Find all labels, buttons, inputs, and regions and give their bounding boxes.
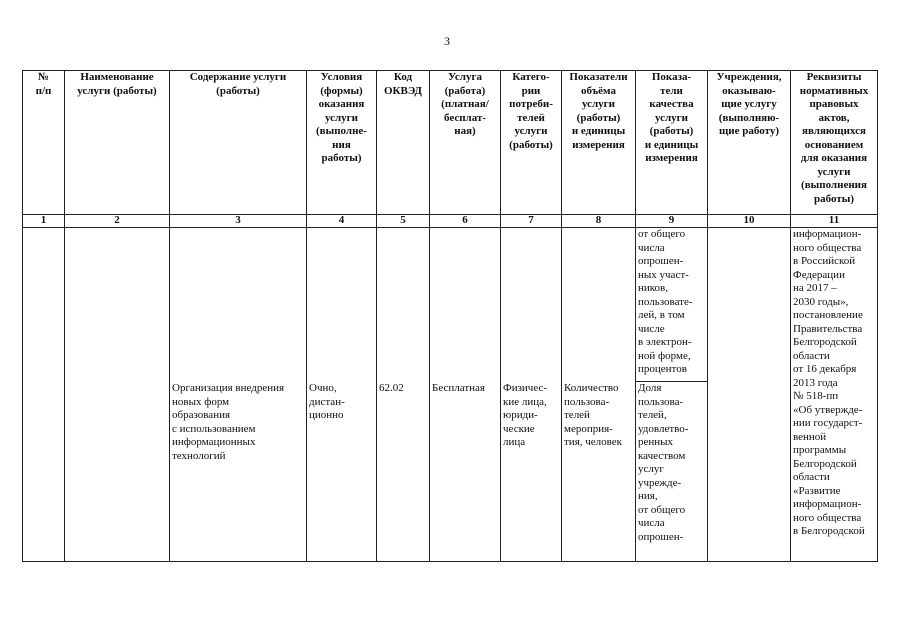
column-number: 3 [170, 215, 307, 228]
header-number: № п/п [23, 71, 65, 215]
header-institutions: Учреждения, оказываю- щие услугу (выполняю- щие работу) [708, 71, 791, 215]
cell-service-name [65, 228, 170, 562]
cell-service-content [170, 228, 307, 562]
consumer-categories-text: Физичес- кие лица, юриди- ческие лица [503, 382, 548, 448]
column-number-row [23, 215, 878, 228]
column-number: 5 [377, 215, 430, 228]
header-quality-indicators: Показа- тели качества услуги (работы) и единицы измерения [636, 71, 708, 215]
column-number: 4 [307, 215, 377, 228]
column-number: 11 [791, 215, 878, 228]
conditions-text: Очно, дистан- ционно [309, 382, 345, 421]
cell-quality-indicators [636, 228, 708, 562]
service-content-text: Организация внедрения новых форм образования с использованием информационных технологий [172, 382, 285, 462]
column-number: 7 [501, 215, 562, 228]
column-number: 2 [65, 215, 170, 228]
header-volume-indicators: Показатели объёма услуги (работы) и единицы измерения [562, 71, 636, 215]
header-consumer-categories: Катего- рии потреби- телей услуги (работы) [501, 71, 562, 215]
cell-consumer-categories [501, 228, 562, 562]
column-number: 6 [430, 215, 501, 228]
column-number: 8 [562, 215, 636, 228]
column-number: 9 [636, 215, 708, 228]
services-table [22, 70, 878, 562]
quality-indicators-text: Доля пользова- телей, удовлетво- ренных качеством услуг учрежде- ния, от общего числа опрошен- [638, 382, 689, 543]
cell-volume-indicators [562, 228, 636, 562]
cell-legal-acts: информацион- ного общества в Российской Федерации на 2017 – 2030 годы», постановление Правительства Белгородской области от 16 декабря 2013 года № 518-пп «Об утвержде- нии государст- венной программы Белгородской области «Развитие информацион- ного общества в Белгородской [791, 228, 878, 562]
volume-indicators-text: Количество пользова- телей мероприя- тия, человек [564, 382, 623, 448]
header-paid-free: Услуга (работа) (платная/ бесплат- ная) [430, 71, 501, 215]
header-okved-code: Код ОКВЭД [377, 71, 430, 215]
column-number: 10 [708, 215, 791, 228]
paid-free-text: Бесплатная [432, 382, 485, 394]
okved-code-text: 62.02 [379, 382, 404, 394]
cell-okved-code [377, 228, 430, 562]
cell-paid-free [430, 228, 501, 562]
header-service-content: Содержание услуги (работы) [170, 71, 307, 215]
header-service-name: Наименование услуги (работы) [65, 71, 170, 215]
cell-number [23, 228, 65, 562]
header-conditions: Условия (формы) оказания услуги (выполне- ния работы) [307, 71, 377, 215]
table-row [23, 228, 878, 562]
table-header-row [23, 71, 878, 215]
cell-conditions [307, 228, 377, 562]
cell-institutions [708, 228, 791, 562]
quality-indicators-continued: от общего числа опрошен- ных участ- ников, пользовате- лей, в том числе в электрон- ной форме, процентов [636, 228, 707, 382]
column-number: 1 [23, 215, 65, 228]
header-legal-acts: Реквизиты нормативных правовых актов, являющихся основанием для оказания услуги (выполнения работы) [791, 71, 878, 215]
page-number: 3 [444, 34, 450, 48]
